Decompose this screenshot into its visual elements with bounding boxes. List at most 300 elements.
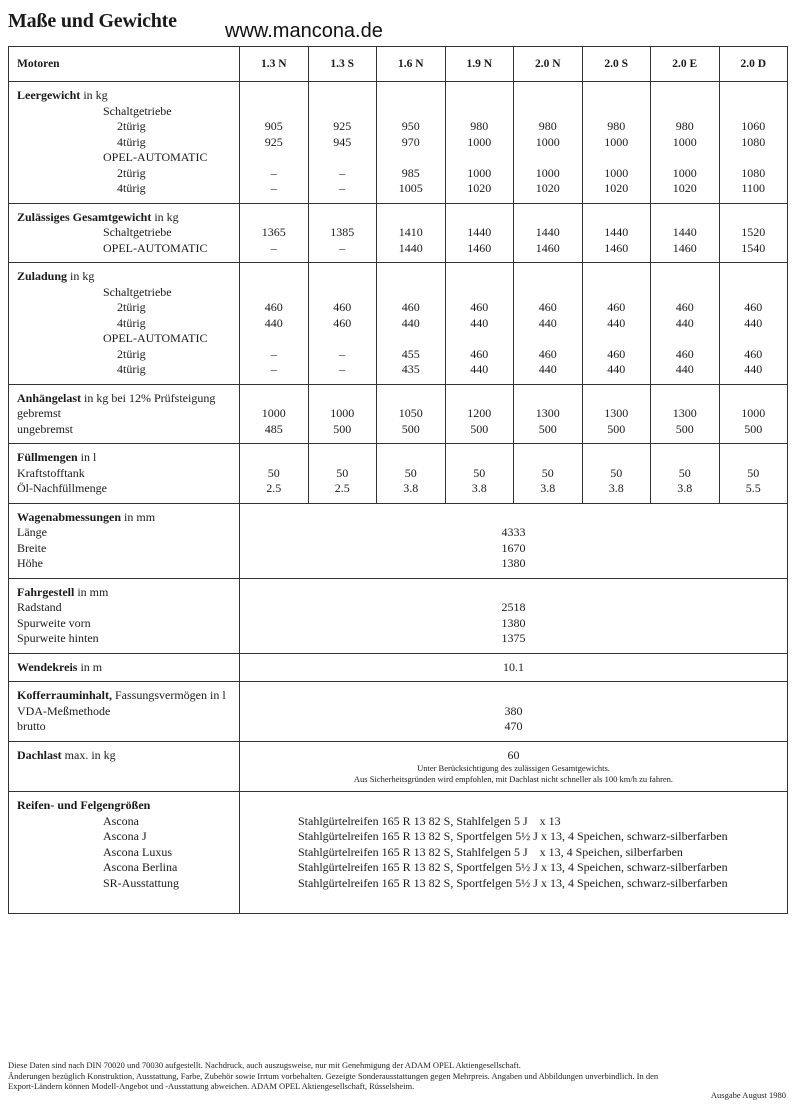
value	[240, 450, 308, 466]
edition-date: Ausgabe August 1980	[710, 1090, 786, 1100]
value	[583, 331, 651, 347]
value: 50	[747, 465, 760, 480]
value: 440	[607, 315, 626, 330]
model-label: Ascona	[103, 813, 139, 828]
value	[720, 210, 788, 226]
header-label: Motoren	[9, 47, 240, 82]
section-label-cell	[9, 792, 240, 914]
value: 925	[333, 119, 352, 133]
value	[377, 88, 445, 104]
section-title-text: Füllmengen	[17, 450, 78, 464]
value	[514, 150, 582, 166]
value: 460	[333, 300, 352, 314]
value	[240, 391, 308, 407]
value	[514, 210, 582, 226]
value	[377, 210, 445, 226]
value: 440	[744, 315, 763, 330]
value: 460	[675, 300, 694, 314]
value: 1050	[398, 406, 423, 420]
value-cell	[651, 263, 720, 385]
page-title: Maße und Gewichte	[8, 10, 177, 32]
value: –	[270, 181, 277, 195]
value	[446, 391, 514, 407]
section-label-cell	[9, 203, 240, 263]
section-title-text: Kofferrauminhalt,	[17, 688, 112, 702]
value: 925	[264, 134, 283, 149]
row-label: 4türig	[117, 315, 146, 330]
value	[583, 88, 651, 104]
value-cell	[719, 384, 788, 444]
spacer	[17, 891, 239, 907]
engine-header: 1.3 S	[308, 47, 377, 82]
section-title	[17, 660, 239, 676]
section-title	[17, 391, 239, 407]
value: –	[339, 346, 346, 361]
value-cell	[240, 741, 788, 792]
value: 1000	[261, 406, 286, 420]
value: 500	[744, 421, 763, 436]
value-cell	[240, 578, 788, 653]
value	[651, 450, 719, 466]
value	[240, 510, 787, 526]
value: 440	[470, 362, 489, 376]
value: 440	[264, 315, 283, 330]
value: 1100	[741, 181, 766, 195]
value: 1460	[535, 240, 560, 255]
footer-line: Änderungen bezüglich Konstruktion, Ausstattung, Farbe, Zubehör sowie Irrtum vorbehalten. Gezeigte Sonderausstattungen gegen Mehrpreis. Angaben und Abbildungen unverbindlich. In den	[8, 1070, 659, 1081]
value	[309, 104, 377, 120]
value	[240, 150, 308, 166]
value	[240, 104, 308, 120]
value-cell	[377, 444, 446, 504]
section-unit: in m	[77, 659, 103, 674]
value-cell	[240, 82, 309, 204]
value: 1670	[501, 540, 526, 555]
model-label: Ascona Berlina	[103, 860, 178, 874]
value: 1000	[672, 134, 697, 149]
value: 440	[401, 315, 420, 330]
value-cell	[377, 203, 446, 263]
value: 1080	[741, 165, 766, 180]
row-label: 2türig	[117, 119, 146, 133]
value	[309, 210, 377, 226]
value: 1460	[467, 240, 492, 255]
row-label: 4türig	[117, 181, 146, 195]
value: 1540	[741, 240, 766, 255]
value: 50	[336, 465, 349, 480]
section-row-anhaengelast	[9, 384, 788, 444]
value	[514, 88, 582, 104]
engine-header: 1.9 N	[445, 47, 514, 82]
value: 440	[744, 362, 763, 376]
row-label: 2türig	[117, 346, 146, 361]
value: 1000	[330, 406, 355, 420]
value: 3.8	[471, 481, 487, 495]
row-label: OPEL-AUTOMATIC	[103, 240, 208, 255]
value-cell	[240, 384, 309, 444]
value-cell	[308, 444, 377, 504]
value	[377, 391, 445, 407]
section-unit: in mm	[74, 584, 109, 599]
value: 460	[264, 300, 283, 314]
value: 1020	[535, 181, 560, 195]
value	[651, 88, 719, 104]
value	[377, 450, 445, 466]
value: 5.5	[745, 481, 761, 495]
value	[583, 269, 651, 285]
value: 1000	[467, 165, 492, 180]
row-label: Öl-Nachfüllmenge	[17, 481, 107, 495]
value: 455	[401, 346, 420, 361]
value-cell	[514, 203, 583, 263]
value-cell	[240, 444, 309, 504]
section-label-cell	[9, 263, 240, 385]
value	[309, 150, 377, 166]
value-cell	[240, 503, 788, 578]
row-label: 4türig	[117, 362, 146, 376]
value: 440	[675, 362, 694, 376]
section-label-cell	[9, 653, 240, 682]
value: 980	[607, 119, 626, 133]
value: 1440	[604, 225, 629, 239]
value: 50	[267, 465, 280, 480]
section-label-cell	[9, 578, 240, 653]
section-row-leergewicht	[9, 82, 788, 204]
section-title	[17, 510, 239, 526]
section-unit: in kg bei 12% Prüfsteigung	[81, 390, 216, 405]
value-cell	[445, 82, 514, 204]
value-cell	[514, 82, 583, 204]
row-label: 4türig	[117, 134, 146, 149]
value: 1000	[604, 134, 629, 149]
value	[583, 104, 651, 120]
value	[514, 269, 582, 285]
value	[583, 150, 651, 166]
value: 460	[675, 346, 694, 361]
value: 440	[538, 315, 557, 330]
row-label: ungebremst	[17, 421, 73, 436]
value: 1365	[261, 225, 286, 239]
value: –	[270, 240, 277, 255]
section-title-text: Wagenabmessungen	[17, 509, 122, 524]
value: 1020	[604, 181, 629, 195]
value: –	[270, 165, 277, 180]
value: 3.8	[403, 481, 419, 495]
value: 50	[541, 465, 554, 480]
section-unit: in mm	[121, 509, 156, 524]
tyre-spec: Stahlgürtelreifen 165 R 13 82 S, Sportfelgen 5½ J x 13, 4 Speichen, schwarz-silberfarben	[298, 875, 728, 890]
value	[651, 104, 719, 120]
value: 1000	[672, 165, 697, 180]
model-label: SR-Ausstattung	[103, 875, 180, 890]
engine-header: 2.0 E	[651, 47, 720, 82]
value-cell	[240, 203, 309, 263]
value: 1385	[330, 225, 355, 239]
section-row-reifen	[9, 792, 788, 914]
footer-line: Diese Daten sind nach DIN 70020 und 70030 aufgestellt. Nachdruck, auch auszugsweise, nur mit Genehmigung der ADAM OPEL Aktiengesellschaft.	[8, 1060, 521, 1070]
section-label-cell	[9, 741, 240, 792]
value: 460	[538, 300, 557, 314]
value-cell	[651, 444, 720, 504]
value-cell	[445, 384, 514, 444]
section-row-wendekreis	[9, 653, 788, 682]
value: 500	[401, 421, 420, 436]
value: 460	[744, 300, 763, 314]
value	[651, 269, 719, 285]
value: 2518	[501, 600, 526, 614]
value	[446, 88, 514, 104]
value	[720, 269, 788, 285]
value: 3.8	[608, 481, 624, 495]
value-cell	[308, 263, 377, 385]
row-label: Spurweite vorn	[17, 615, 91, 630]
value: 460	[401, 300, 420, 314]
section-title-text: Reifen- und Felgengrößen	[17, 798, 151, 812]
value: 1000	[535, 134, 560, 149]
value: 1440	[467, 225, 492, 239]
value	[583, 210, 651, 226]
value: 460	[607, 346, 626, 361]
row-label: brutto	[17, 719, 46, 733]
row-label: VDA-Meßmethode	[17, 703, 111, 718]
value	[377, 285, 445, 301]
value: 1000	[467, 134, 492, 149]
value	[446, 331, 514, 347]
value-cell	[377, 82, 446, 204]
value	[583, 285, 651, 301]
value	[446, 150, 514, 166]
value: 50	[610, 465, 623, 480]
value	[309, 269, 377, 285]
row-label: Radstand	[17, 600, 62, 614]
value: 1000	[741, 406, 766, 420]
tyre-spec-cell	[240, 792, 788, 914]
value-cell	[651, 82, 720, 204]
value: 460	[538, 346, 557, 361]
value-cell	[719, 263, 788, 385]
value: 905	[264, 119, 283, 133]
value-cell	[582, 444, 651, 504]
row-label: OPEL-AUTOMATIC	[103, 331, 208, 345]
value: 50	[404, 465, 417, 480]
engine-header: 2.0 N	[514, 47, 583, 82]
value-cell	[240, 263, 309, 385]
section-title-text: Leergewicht	[17, 88, 81, 102]
value	[514, 450, 582, 466]
tyre-spec: Stahlgürtelreifen 165 R 13 82 S, Sportfelgen 5½ J x 13, 4 Speichen, schwarz-silberfarben	[298, 860, 728, 874]
value: 500	[333, 421, 352, 436]
value	[720, 331, 788, 347]
value: 1520	[741, 225, 766, 239]
value: 970	[401, 134, 420, 149]
value: 460	[333, 315, 352, 330]
spacer	[17, 763, 239, 779]
value: 460	[744, 346, 763, 361]
value: 1020	[672, 181, 697, 195]
value: 945	[333, 134, 352, 149]
section-title-text: Anhängelast	[17, 390, 82, 405]
value: –	[339, 240, 346, 255]
value: 50	[678, 465, 691, 480]
value-cell	[308, 203, 377, 263]
value	[309, 285, 377, 301]
value: 980	[675, 119, 694, 133]
value	[720, 450, 788, 466]
value	[377, 269, 445, 285]
value: 1460	[604, 240, 629, 255]
row-label: OPEL-AUTOMATIC	[103, 150, 208, 164]
value	[446, 210, 514, 226]
value	[240, 688, 787, 704]
row-label: gebremst	[17, 406, 61, 420]
value	[651, 331, 719, 347]
value	[514, 104, 582, 120]
value	[240, 88, 308, 104]
website-watermark: www.mancona.de	[225, 20, 383, 42]
value	[309, 331, 377, 347]
value: 1410	[398, 225, 423, 239]
value-cell	[240, 682, 788, 742]
row-label: Schaltgetriebe	[103, 284, 172, 299]
section-label-cell	[9, 384, 240, 444]
value-cell	[514, 263, 583, 385]
footer-disclaimer	[8, 1060, 784, 1092]
value: 435	[401, 362, 420, 376]
value: –	[339, 165, 346, 180]
value	[651, 391, 719, 407]
value	[514, 391, 582, 407]
value: 460	[470, 346, 489, 361]
value: 500	[538, 421, 557, 436]
value-cell	[308, 82, 377, 204]
value: –	[270, 362, 277, 376]
model-label: Ascona J	[103, 829, 147, 843]
value: 1300	[604, 406, 629, 420]
value-cell	[582, 384, 651, 444]
footer-line: Export-Ländern können Modell-Angebot und -Ausstattung abweichen. ADAM OPEL Aktiengesellschaft, Rüsselsheim.	[8, 1081, 415, 1091]
value	[309, 450, 377, 466]
value: 440	[470, 315, 489, 330]
section-title-text: Fahrgestell	[17, 584, 75, 599]
tyre-spec: Stahlgürtelreifen 165 R 13 82 S, Sportfelgen 5½ J x 13, 4 Speichen, schwarz-silberfarben	[298, 829, 728, 843]
value: 50	[473, 465, 486, 480]
value-cell	[719, 203, 788, 263]
section-title	[17, 88, 239, 104]
model-label: Ascona Luxus	[103, 844, 172, 859]
row-label: Schaltgetriebe	[103, 103, 172, 118]
section-title-text: Wendekreis	[17, 659, 78, 674]
value	[240, 269, 308, 285]
value: 1300	[535, 406, 560, 420]
value	[720, 88, 788, 104]
value-cell	[377, 263, 446, 385]
note: Unter Berücksichtigung des zulässigen Gesamtgewichts.	[417, 763, 610, 773]
row-label: Breite	[17, 540, 47, 555]
value	[514, 331, 582, 347]
value	[377, 150, 445, 166]
value: 1060	[741, 119, 766, 133]
engine-header: 1.3 N	[240, 47, 309, 82]
value-cell	[377, 384, 446, 444]
value: 980	[538, 119, 557, 133]
value	[651, 150, 719, 166]
value	[240, 285, 308, 301]
value-cell	[719, 82, 788, 204]
value: 950	[401, 119, 420, 133]
row-label: Schaltgetriebe	[103, 225, 172, 239]
section-unit: in l	[77, 450, 97, 464]
specification-table	[8, 46, 788, 914]
section-row-koffer	[9, 682, 788, 742]
section-row-gesamtgewicht	[9, 203, 788, 263]
value	[720, 391, 788, 407]
value	[377, 104, 445, 120]
value: 1380	[501, 615, 526, 630]
value-cell	[514, 444, 583, 504]
value	[309, 88, 377, 104]
value: 1440	[535, 225, 560, 239]
value: 1300	[672, 406, 697, 420]
value	[240, 585, 787, 601]
value: 1080	[741, 134, 766, 149]
section-row-fahrgestell	[9, 578, 788, 653]
section-label-cell	[9, 444, 240, 504]
value-cell	[240, 653, 788, 682]
section-title	[17, 269, 239, 285]
value-cell	[308, 384, 377, 444]
value	[651, 285, 719, 301]
value: 1000	[604, 165, 629, 180]
row-label: 2türig	[117, 165, 146, 180]
value-cell	[445, 263, 514, 385]
value: 500	[675, 421, 694, 436]
value: 1005	[398, 181, 423, 195]
value: 500	[470, 421, 489, 436]
section-title	[17, 748, 239, 764]
section-unit: in kg	[151, 209, 179, 224]
value: 1380	[501, 556, 526, 570]
value-cell	[582, 263, 651, 385]
value	[446, 285, 514, 301]
value	[446, 269, 514, 285]
value	[446, 450, 514, 466]
value: 980	[470, 119, 489, 133]
section-label-cell	[9, 682, 240, 742]
tyre-spec: Stahlgürtelreifen 165 R 13 82 S, Stahlfelgen 5 J x 13, 4 Speichen, silberfarben	[298, 844, 683, 859]
value: 380	[504, 703, 523, 718]
section-title	[17, 688, 239, 704]
value: –	[339, 181, 346, 195]
engine-header: 2.0 S	[582, 47, 651, 82]
value	[377, 331, 445, 347]
section-unit: in kg	[80, 88, 108, 102]
value: 1440	[398, 240, 423, 255]
row-label: Kraftstofftank	[17, 465, 85, 480]
value: 460	[470, 300, 489, 314]
value-cell	[445, 203, 514, 263]
row-label: Höhe	[17, 556, 43, 570]
value	[514, 285, 582, 301]
engine-header: 1.6 N	[377, 47, 446, 82]
section-title	[17, 450, 239, 466]
value	[240, 331, 308, 347]
section-label-cell	[9, 82, 240, 204]
section-label-cell	[9, 503, 240, 578]
spacer	[298, 798, 787, 814]
section-title	[17, 585, 239, 601]
row-label: 2türig	[117, 300, 146, 314]
value	[720, 104, 788, 120]
